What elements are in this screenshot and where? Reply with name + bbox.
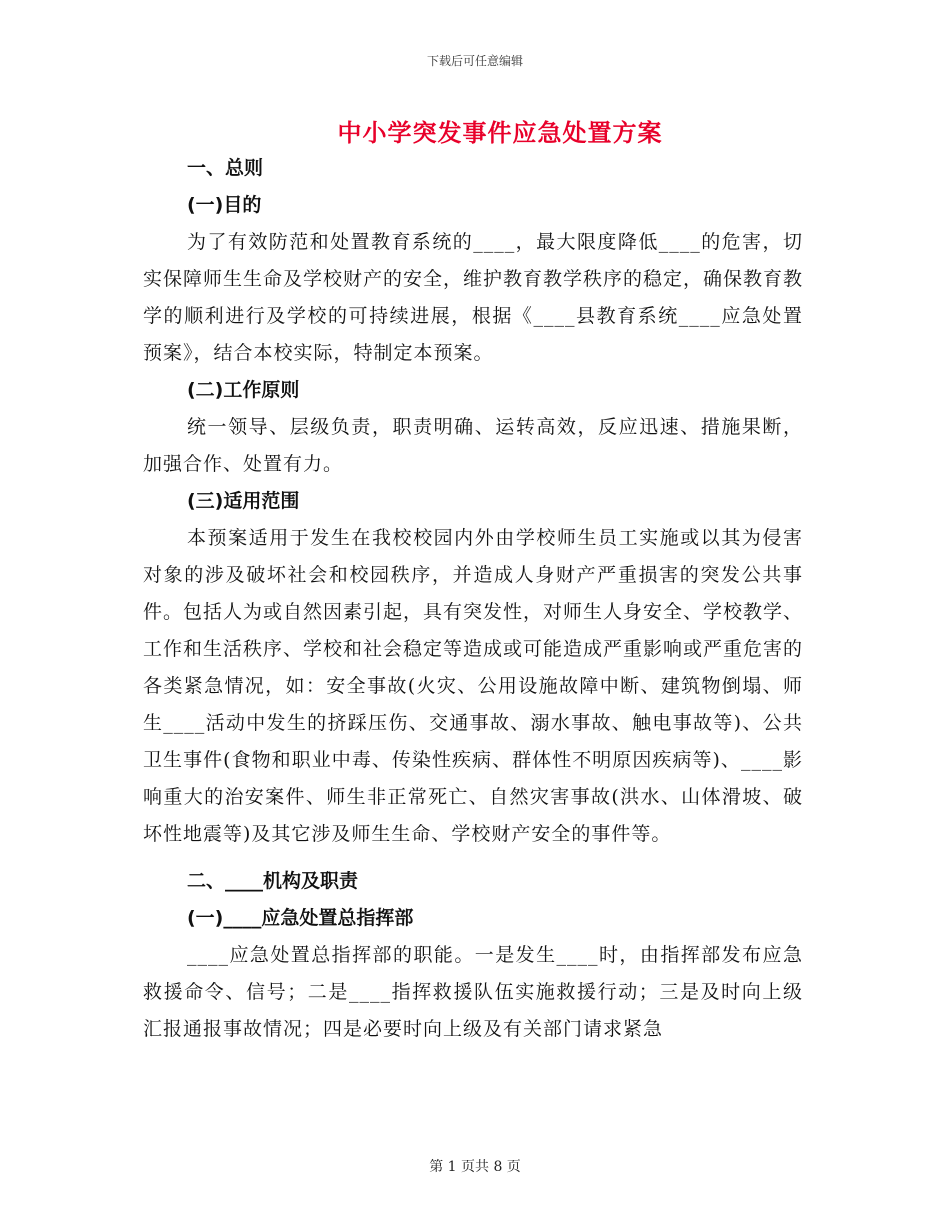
heading-principles: (二)工作原则 <box>187 379 300 401</box>
paragraph-principles: 统一领导、层级负责，职责明确、运转高效，反应迅速、措施果断，加强合作、处置有力。 <box>143 416 803 475</box>
paragraph-command-center: ____应急处置总指挥部的职能。一是发生____时，由指挥部发布应急救援命令、信号；二是____指挥救援队伍实施救援行动；三是及时向上级汇报通报事故情况；四是必要时向上级及有关部门请求紧急 <box>143 944 803 1040</box>
heading-organization: 二、____机构及职责 <box>187 870 359 892</box>
heading-scope: (三)适用范围 <box>187 490 300 512</box>
heading-purpose: (一)目的 <box>187 194 262 216</box>
header-note: 下载后可任意编辑 <box>426 54 523 68</box>
heading-command-center: (一)____应急处置总指挥部 <box>187 907 414 929</box>
document-body <box>143 150 803 1048</box>
heading-general: 一、总则 <box>187 157 264 179</box>
page-footer: 第 1 页共 8 页 <box>429 1159 521 1175</box>
document-title: 中小学突发事件应急处置方案 <box>337 119 663 147</box>
paragraph-purpose: 为了有效防范和处置教育系统的____，最大限度降低____的危害，切实保障师生生命及学校财产的安全，维护教育教学秩序的稳定，确保教育教学的顺利进行及学校的可持续进展，根据《____县教育系统____应急处置预案》，结合本校实际，特制定本预案。 <box>143 231 804 364</box>
paragraph-scope: 本预案适用于发生在我校校园内外由学校师生员工实施或以其为侵害对象的涉及破坏社会和校园秩序，并造成人身财产严重损害的突发公共事件。包括人为或自然因素引起，具有突发性，对师生人身安全、学校教学、工作和生活秩序、学校和社会稳定等造成或可能造成严重影响或严重危害的各类紧急情况，如：安全事故(火灾、公用设施故障中断、建筑物倒塌、师生____活动中发生的挤踩压伤、交通事故、溺水事故、触电事故等)、公共卫生事件(食物和职业中毒、传染性疾病、群体性不明原因疾病等)、____影响重大的治安案件、师生非正常死亡、自然灾害事故(洪水、山体滑坡、破坏性地震等)及其它涉及师生生命、学校财产安全的事件等。 <box>143 527 804 845</box>
